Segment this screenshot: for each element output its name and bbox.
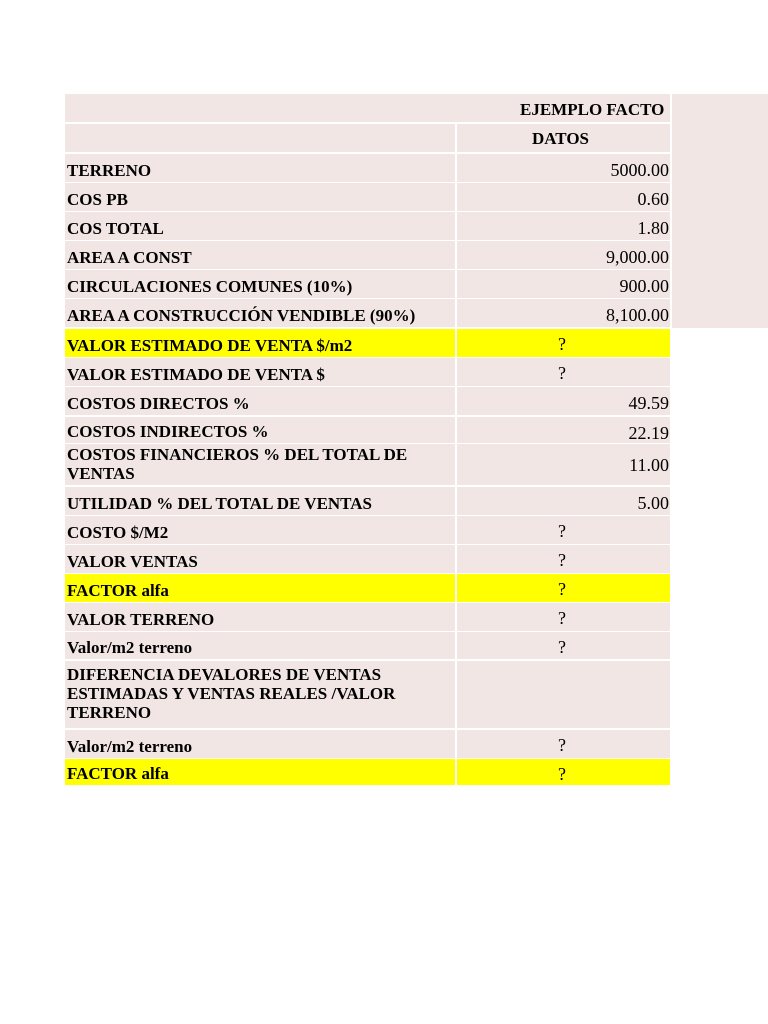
row-value-cell[interactable] — [457, 444, 670, 485]
datos-header-cell[interactable] — [457, 124, 670, 152]
header-label-cell[interactable] — [65, 124, 455, 152]
row-label-cell[interactable] — [65, 603, 455, 631]
row-label-cell[interactable] — [65, 270, 455, 298]
row-label: COSTOS DIRECTOS % — [67, 394, 250, 413]
row-label-cell[interactable] — [65, 545, 455, 573]
row-label-cell[interactable] — [65, 516, 455, 544]
row-value-cell[interactable] — [457, 661, 670, 728]
row-value-cell[interactable] — [457, 212, 670, 240]
row-value: ? — [558, 637, 566, 657]
row-value: ? — [558, 363, 566, 383]
row-label-cell[interactable] — [65, 444, 455, 485]
row-value: ? — [558, 579, 566, 599]
row-value-cell[interactable] — [457, 183, 670, 211]
row-value-cell[interactable] — [457, 632, 670, 659]
row-label: VALOR ESTIMADO DE VENTA $/m2 — [67, 336, 353, 355]
row-value-cell[interactable] — [457, 358, 670, 386]
row-value-cell[interactable] — [457, 574, 670, 602]
row-value-cell[interactable] — [457, 299, 670, 327]
row-value: ? — [558, 608, 566, 628]
row-label-line: COSTOS FINANCIEROS % DEL TOTAL DE — [67, 444, 408, 464]
row-label — [67, 665, 395, 722]
row-value-cell[interactable] — [457, 487, 670, 515]
row-value-cell[interactable] — [457, 603, 670, 631]
row-value: 22.19 — [628, 423, 669, 443]
row-label: COS TOTAL — [67, 219, 164, 238]
row-label: FACTOR alfa — [67, 764, 169, 783]
row-label-cell[interactable] — [65, 661, 455, 728]
row-label: CIRCULACIONES COMUNES (10%) — [67, 277, 353, 296]
row-label: COSTO $/M2 — [67, 523, 169, 542]
row-value: 5000.00 — [610, 160, 669, 180]
sheet-title: EJEMPLO FACTO — [520, 100, 665, 119]
row-label-line: TERRENO — [67, 703, 152, 722]
row-value: ? — [558, 735, 566, 755]
row-value: 11.00 — [629, 454, 669, 475]
row-label: UTILIDAD % DEL TOTAL DE VENTAS — [67, 494, 372, 513]
row-label-cell[interactable] — [65, 212, 455, 240]
row-value-cell[interactable] — [457, 154, 670, 182]
row-label-line: DIFERENCIA DEVALORES DE VENTAS — [67, 665, 382, 684]
row-label-cell[interactable] — [65, 154, 455, 182]
row-label: COSTOS INDIRECTOS % — [67, 422, 269, 441]
row-value-cell[interactable] — [457, 730, 670, 758]
row-label: FACTOR alfa — [67, 581, 169, 600]
row-label-line: VENTAS — [67, 463, 135, 483]
row-value-cell[interactable] — [457, 759, 670, 785]
row-label-cell[interactable] — [65, 487, 455, 515]
row-label-cell[interactable] — [65, 632, 455, 659]
row-label-cell[interactable] — [65, 730, 455, 758]
row-value: 0.60 — [637, 189, 669, 209]
row-value-cell[interactable] — [457, 417, 670, 443]
row-label-cell[interactable] — [65, 759, 455, 785]
row-label: Valor/m2 terreno — [67, 737, 193, 756]
row-label-cell[interactable] — [65, 387, 455, 415]
row-value: ? — [558, 521, 566, 541]
row-value: ? — [558, 550, 566, 570]
row-value: 9,000.00 — [606, 247, 669, 267]
row-label: AREA A CONSTRUCCIÓN VENDIBLE (90%) — [67, 306, 416, 325]
row-label-cell[interactable] — [65, 241, 455, 269]
row-value-cell[interactable] — [457, 270, 670, 298]
row-label-cell[interactable] — [65, 183, 455, 211]
datos-header: DATOS — [532, 129, 590, 148]
row-label-cell[interactable] — [65, 329, 455, 357]
title-overflow-cell — [672, 94, 768, 328]
row-label: TERRENO — [67, 161, 152, 180]
row-value: ? — [558, 764, 566, 784]
row-label: VALOR ESTIMADO DE VENTA $ — [67, 365, 325, 384]
row-label-cell[interactable] — [65, 417, 455, 443]
row-label-cell[interactable] — [65, 358, 455, 386]
row-value: ? — [558, 334, 566, 354]
title-cell[interactable] — [65, 94, 670, 122]
row-label: VALOR VENTAS — [67, 552, 198, 571]
row-label-line: ESTIMADAS Y VENTAS REALES /VALOR — [67, 684, 396, 703]
row-label-cell[interactable] — [65, 299, 455, 327]
row-value: 5.00 — [637, 493, 669, 513]
row-label: AREA A CONST — [67, 248, 192, 267]
row-value: 1.80 — [637, 218, 669, 238]
row-value: 8,100.00 — [606, 305, 669, 325]
row-label-cell[interactable] — [65, 574, 455, 602]
row-value-cell[interactable] — [457, 241, 670, 269]
row-value-cell[interactable] — [457, 545, 670, 573]
row-label: VALOR TERRENO — [67, 610, 215, 629]
row-label: COS PB — [67, 190, 128, 209]
row-value-cell[interactable] — [457, 387, 670, 415]
row-value-cell[interactable] — [457, 329, 670, 357]
row-value-cell[interactable] — [457, 516, 670, 544]
row-label: Valor/m2 terreno — [67, 638, 193, 657]
row-label — [67, 445, 407, 483]
row-value: 900.00 — [619, 276, 669, 296]
row-value: 49.59 — [628, 393, 669, 413]
